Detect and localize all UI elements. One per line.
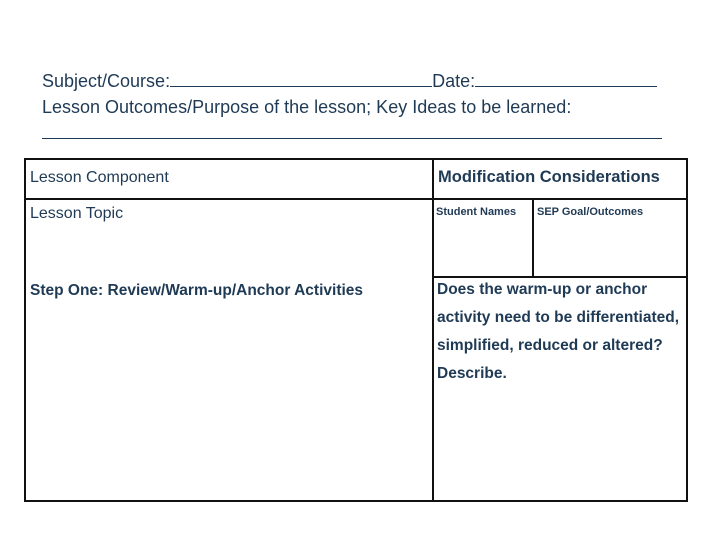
student-names-cell[interactable] <box>436 202 530 274</box>
outcomes-line <box>42 94 682 120</box>
subject-blank-field[interactable] <box>170 68 432 87</box>
step-one-modification-cell[interactable] <box>437 276 687 496</box>
step-one-cell[interactable] <box>30 282 428 496</box>
lesson-plan-table <box>24 158 688 502</box>
date-label: Date: <box>432 71 476 91</box>
sep-goal-cell[interactable] <box>537 202 683 274</box>
form-header <box>42 68 682 146</box>
modification-header-cell <box>438 168 660 187</box>
sep-goal-label: SEP Goal/Outcomes <box>537 206 644 218</box>
subcolumn-divider <box>532 199 534 277</box>
modification-considerations-header: Modification Considerations <box>438 168 660 186</box>
subject-date-line <box>42 68 682 94</box>
outcomes-label: Lesson Outcomes/Purpose of the lesson; Key Ideas to be learned: <box>42 97 572 117</box>
header-row-divider <box>26 198 686 200</box>
step-one-label: Step One: Review/Warm-up/Anchor Activities <box>30 282 364 299</box>
date-blank-field[interactable] <box>475 68 657 87</box>
lesson-component-header: Lesson Component <box>30 169 169 186</box>
outcomes-blank-field[interactable] <box>42 120 662 139</box>
lesson-topic-cell[interactable] <box>30 204 428 276</box>
subject-label: Subject/Course: <box>42 71 171 91</box>
outcomes-blank-line <box>42 120 682 146</box>
student-names-label: Student Names <box>436 206 517 218</box>
step-one-question: Does the warm-up or anchor activity need to be differentiated, simplified, reduced or altered? Describe. <box>437 281 680 382</box>
column-divider <box>432 160 434 500</box>
lesson-topic-label: Lesson Topic <box>30 205 124 222</box>
lesson-component-header-cell <box>30 168 169 188</box>
